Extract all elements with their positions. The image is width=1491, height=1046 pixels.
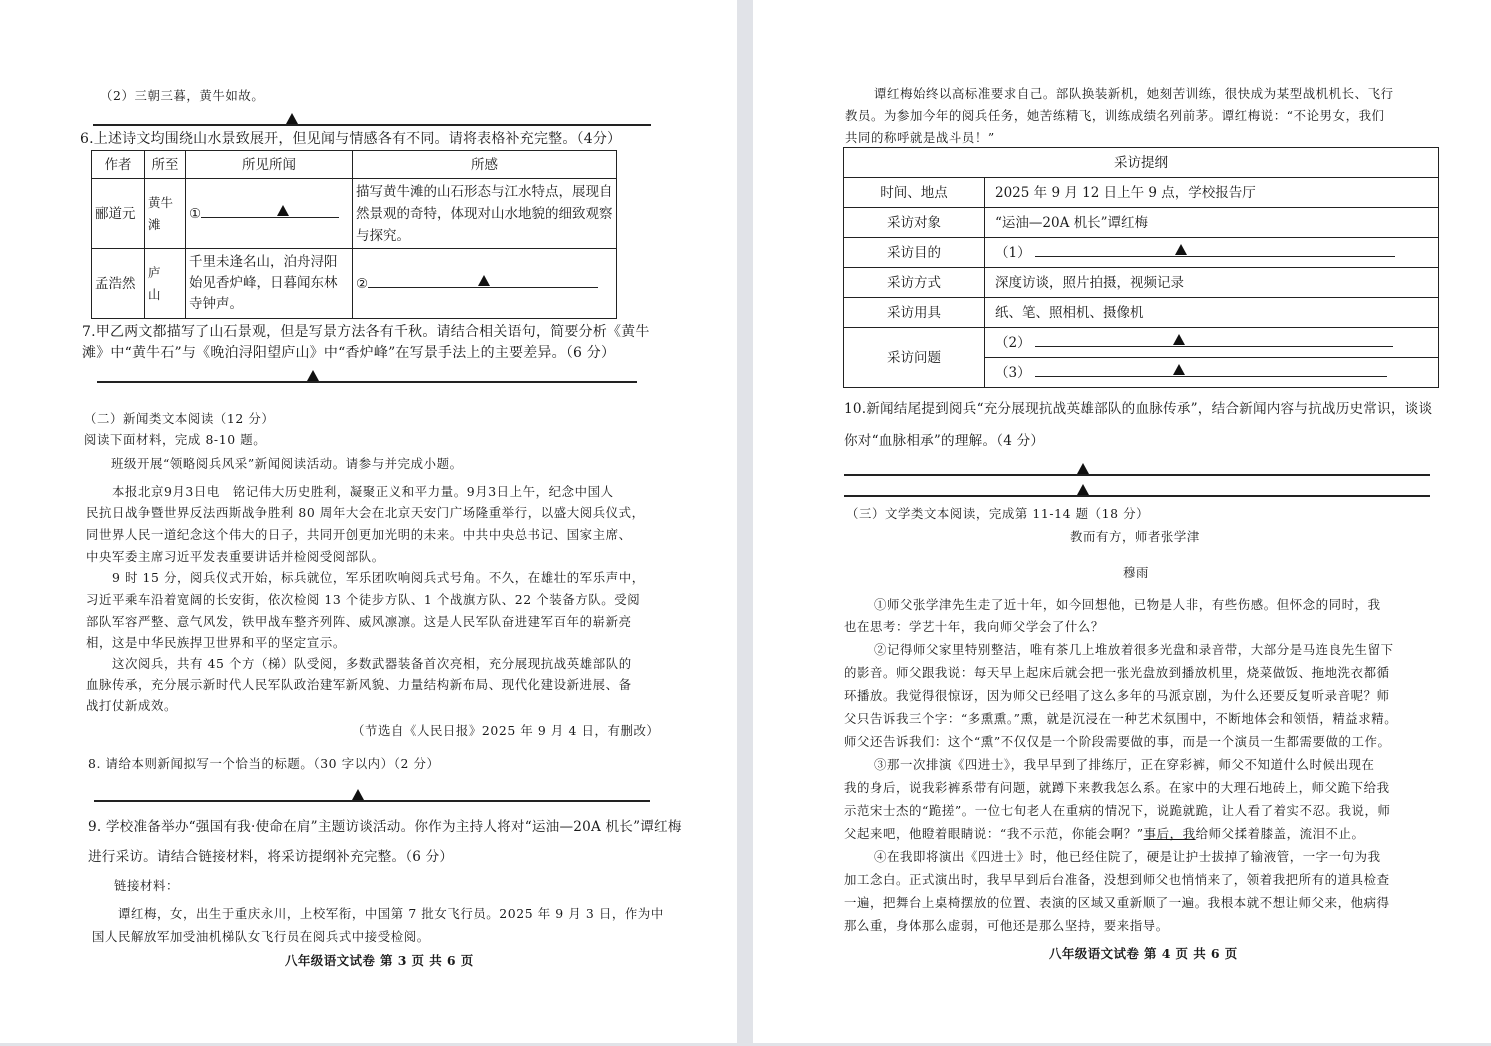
row2-felt-number: ② bbox=[356, 275, 369, 292]
answer-marker bbox=[352, 789, 364, 800]
article-line: ③那一次排演《四进士》，我早早到了排练厅，正在穿彩裤，师父不知道什么时候出现在 bbox=[874, 757, 1375, 772]
row1-author: 郦道元 bbox=[92, 179, 145, 249]
q9-line-1: 9. 学校准备举办“强国有我·使命在肩”主题访谈活动。你作为主持人将对“运油—20A 机长”谭红梅 bbox=[88, 819, 682, 835]
outline-label-time: 时间、地点 bbox=[844, 178, 985, 208]
link-line-1: 谭红梅，女，出生于重庆永川，上校军衔，中国第 7 批女飞行员。2025 年 9 月 3 日，作为中 bbox=[118, 906, 664, 921]
article-line: ②记得师父家里特别整洁，唯有茶几上堆放着很多光盘和录音带，大部分是马连良先生留下 bbox=[874, 642, 1394, 657]
link-label: 链接材料： bbox=[114, 878, 179, 893]
q7-line-2: 滩》中“黄牛石”与《晚泊浔阳望庐山》中“香炉峰”在写景手法上的主要差异。（6 分） bbox=[82, 345, 616, 361]
answer-blank-purpose[interactable] bbox=[1035, 244, 1395, 257]
outline-value-question-2-cell[interactable] bbox=[985, 328, 1439, 358]
article-line-tail: 给师父揉着膝盖，流泪不止。 bbox=[1195, 826, 1365, 841]
row2-author: 孟浩然 bbox=[92, 249, 145, 319]
page-footer: 八年级语文试卷 第 4 页 共 6 页 bbox=[1049, 946, 1238, 961]
article-line: 父起来吧，他瞪着眼睛说：“我不示范，你能会啊？” bbox=[844, 826, 1144, 841]
q5-item-2: （2）三朝三暮，黄牛如故。 bbox=[100, 88, 265, 103]
answer-marker bbox=[478, 275, 490, 286]
q6-table bbox=[91, 150, 617, 319]
news-line: 部队军容严整、意气风发，铁甲战车整齐列阵、威风凛凛。这是人民军队奋进建军百年的崭新亮 bbox=[86, 614, 632, 629]
news-line: 本报北京9月3日电 铭记伟大历史胜利，凝聚正义和平力量。9月3日上午，纪念中国人 bbox=[112, 484, 614, 499]
answer-line-q5[interactable] bbox=[93, 124, 651, 126]
header-felt: 所感 bbox=[353, 151, 617, 179]
answer-blank-1[interactable] bbox=[201, 205, 339, 218]
q6-prompt: 6.上述诗文均围绕山水景致展开，但见闻与情感各有不同。请将表格补充完整。（4分） bbox=[80, 131, 622, 147]
outline-value-purpose-cell[interactable] bbox=[985, 238, 1439, 268]
answer-blank-question-2[interactable] bbox=[1035, 334, 1393, 347]
article-author: 穆雨 bbox=[1123, 565, 1149, 580]
outline-value-target: “运油—20A 机长”谭红梅 bbox=[985, 208, 1439, 238]
news-line: 这次阅兵，共有 45 个方（梯）队受阅，多数武器装备首次亮相，充分展现抗战英雄部队的 bbox=[112, 656, 632, 671]
question-3-number: （3） bbox=[995, 364, 1031, 381]
news-line: 相，这是中华民族捍卫世界和平的坚定宣示。 bbox=[86, 635, 346, 650]
answer-marker bbox=[1173, 364, 1185, 375]
outline-value-method: 深度访谈，照片拍摄，视频记录 bbox=[985, 268, 1439, 298]
question-2-number: （2） bbox=[995, 334, 1031, 351]
answer-marker bbox=[1173, 334, 1185, 345]
outline-label-questions: 采访问题 bbox=[844, 328, 985, 388]
q7-line-1: 7.甲乙两文都描写了山石景观，但是写景方法各有千秋。请结合相关语句，简要分析《黄牛 bbox=[82, 324, 650, 340]
row1-felt: 描写黄牛滩的山石形态与江水特点，展现自然景观的奇特，体现对山水地貌的细致观察与探究。 bbox=[353, 179, 617, 249]
news-source: （节选自《人民日报》2025 年 9 月 4 日，有删改） bbox=[352, 723, 660, 738]
link-cont-line: 共同的称呼就是战斗员！” bbox=[845, 130, 995, 145]
article-line-with-underline bbox=[844, 826, 1365, 842]
outline-value-time: 2025 年 9 月 12 日上午 9 点，学校报告厅 bbox=[985, 178, 1439, 208]
article-line: 示范宋士杰的“跪搓”。一位七旬老人在重病的情况下，说跪就跪，让人看了着实不忍。我说，师 bbox=[844, 803, 1391, 818]
news-line: 战打仗新成效。 bbox=[86, 698, 177, 713]
answer-blank-2[interactable] bbox=[368, 275, 598, 288]
answer-blank-question-3[interactable] bbox=[1035, 364, 1387, 377]
header-place: 所至 bbox=[145, 151, 186, 179]
answer-line-q10-2[interactable] bbox=[844, 495, 1430, 497]
article-line: ①师父张学津先生走了近十年，如今回想他，已物是人非，有些伤感。但怀念的同时，我 bbox=[874, 597, 1381, 612]
answer-marker bbox=[1077, 484, 1089, 495]
answer-marker bbox=[277, 205, 289, 216]
outline-value-tools: 纸、笔、照相机、摄像机 bbox=[985, 298, 1439, 328]
article-line: ④在我即将演出《四进士》时，他已经住院了，硬是让护士拔掉了输液管，一字一句为我 bbox=[874, 849, 1381, 864]
q9-line-2: 进行采访。请结合链接材料，将采访提纲补充完整。（6 分） bbox=[88, 849, 454, 865]
outline-label-tools: 采访用具 bbox=[844, 298, 985, 328]
link-cont-line: 教员。为参加今年的阅兵任务，她苦练精飞，训练成绩名列前茅。谭红梅说：“不论男女，我们 bbox=[845, 108, 1385, 123]
q8-prompt: 8. 请给本则新闻拟写一个恰当的标题。（30 字以内）（2 分） bbox=[88, 756, 440, 771]
underlined-sentence: 事后，我 bbox=[1143, 826, 1196, 841]
header-author: 作者 bbox=[92, 151, 145, 179]
exam-page-4 bbox=[753, 0, 1491, 1043]
outline-label-purpose: 采访目的 bbox=[844, 238, 985, 268]
row2-felt-cell[interactable] bbox=[353, 249, 617, 319]
q10-line-2: 你对“血脉相承”的理解。（4 分） bbox=[844, 433, 1045, 449]
news-line: 血脉传承，充分展示新时代人民军队政治建军新风貌、力量结构新布局、现代化建设新进展、备 bbox=[86, 677, 632, 692]
row2-seen: 千里未逢名山，泊舟浔阳始见香炉峰，日暮闻东林寺钟声。 bbox=[186, 249, 353, 319]
exam-page-3 bbox=[0, 0, 737, 1043]
answer-marker bbox=[1077, 463, 1089, 474]
answer-line-q7[interactable] bbox=[97, 381, 637, 383]
purpose-number: （1） bbox=[995, 244, 1031, 261]
outline-value-question-3-cell[interactable] bbox=[985, 358, 1439, 388]
news-line: 民抗日战争暨世界反法西斯战争胜利 80 周年大会在北京天安门广场隆重举行，以盛大阅兵仪式， bbox=[86, 505, 645, 520]
interview-outline-table bbox=[843, 147, 1439, 388]
row1-seen-cell[interactable] bbox=[186, 179, 353, 249]
row2-place: 庐 山 bbox=[145, 249, 186, 319]
row1-place: 黄牛滩 bbox=[145, 179, 186, 249]
section2-instruction: 阅读下面材料，完成 8-10 题。 bbox=[84, 432, 267, 447]
answer-marker bbox=[286, 113, 298, 124]
answer-marker bbox=[1175, 244, 1187, 255]
answer-marker bbox=[307, 370, 319, 381]
article-line: 那么重，身体那么虚弱，可他还是那么坚持，要来指导。 bbox=[844, 918, 1169, 933]
article-line: 父只告诉我三个字：“多熏熏。”熏，就是沉浸在一种艺术氛围中，不断地体会和领悟，精益求精。 bbox=[844, 711, 1398, 726]
header-seen: 所见所闻 bbox=[186, 151, 353, 179]
section2-activity: 班级开展“领略阅兵风采”新闻阅读活动。请参与并完成小题。 bbox=[111, 456, 463, 471]
q10-line-1: 10.新闻结尾提到阅兵“充分展现抗战英雄部队的血脉传承”，结合新闻内容与抗战历史常识，谈谈 bbox=[844, 401, 1433, 417]
article-title: 教而有方，师者张学津 bbox=[1070, 529, 1200, 544]
row1-seen-number: ① bbox=[189, 205, 202, 222]
article-line: 的影音。师父跟我说：每天早上起床后就会把一张光盘放到播放机里，烧菜做饭、拖地洗衣都循 bbox=[844, 665, 1390, 680]
answer-line-q8[interactable] bbox=[94, 800, 650, 802]
article-line: 师父还告诉我们：这个“熏”不仅仅是一个阶段需要做的事，而是一个演员一生都需要做的工作。 bbox=[844, 734, 1391, 749]
outline-title: 采访提纲 bbox=[844, 148, 1439, 178]
section2-title: （二）新闻类文本阅读（12 分） bbox=[84, 411, 275, 426]
news-line: 9 时 15 分，阅兵仪式开始，标兵就位，军乐团吹响阅兵式号角。不久，在雄壮的军乐声中， bbox=[112, 570, 645, 585]
news-line: 中央军委主席习近平发表重要讲话并检阅受阅部队。 bbox=[86, 549, 385, 564]
page-footer: 八年级语文试卷 第 3 页 共 6 页 bbox=[285, 953, 474, 968]
article-line: 也在思考：学艺十年，我向师父学会了什么？ bbox=[844, 619, 1104, 634]
news-line: 习近平乘车沿着宽阔的长安街，依次检阅 13 个徒步方队、1 个战旗方队、22 个装备方队。受阅 bbox=[86, 592, 641, 607]
article-line: 加工念白。正式演出时，我早早到后台准备，没想到师父也悄悄来了，领着我把所有的道具检查 bbox=[844, 872, 1390, 887]
article-line: 环播放。我觉得很惊讶，因为师父已经唱了这么多年的马派京剧，为什么还要反复听录音呢？师 bbox=[844, 688, 1390, 703]
article-line: 一遍，把舞台上桌椅摆放的位置、表演的区域又重新顺了一遍。我根本就不想让师父来，他病得 bbox=[844, 895, 1390, 910]
outline-label-method: 采访方式 bbox=[844, 268, 985, 298]
answer-line-q10-1[interactable] bbox=[844, 474, 1430, 476]
news-line: 同世界人民一道纪念这个伟大的日子，共同开创更加光明的未来。中共中央总书记、国家主席、 bbox=[86, 527, 632, 542]
article-line: 我的身后，说我彩裤系带有问题，就蹲下来教我怎么系。在家中的大理石地砖上，师父跪下给我 bbox=[844, 780, 1390, 795]
section3-title: （三）文学类文本阅读，完成第 11-14 题（18 分） bbox=[846, 506, 1150, 521]
link-cont-line: 谭红梅始终以高标准要求自己。部队换装新机，她刻苦训练，很快成为某型战机机长、飞行 bbox=[874, 86, 1394, 101]
link-line-2: 国人民解放军加受油机梯队女飞行员在阅兵式中接受检阅。 bbox=[92, 929, 430, 944]
outline-label-target: 采访对象 bbox=[844, 208, 985, 238]
